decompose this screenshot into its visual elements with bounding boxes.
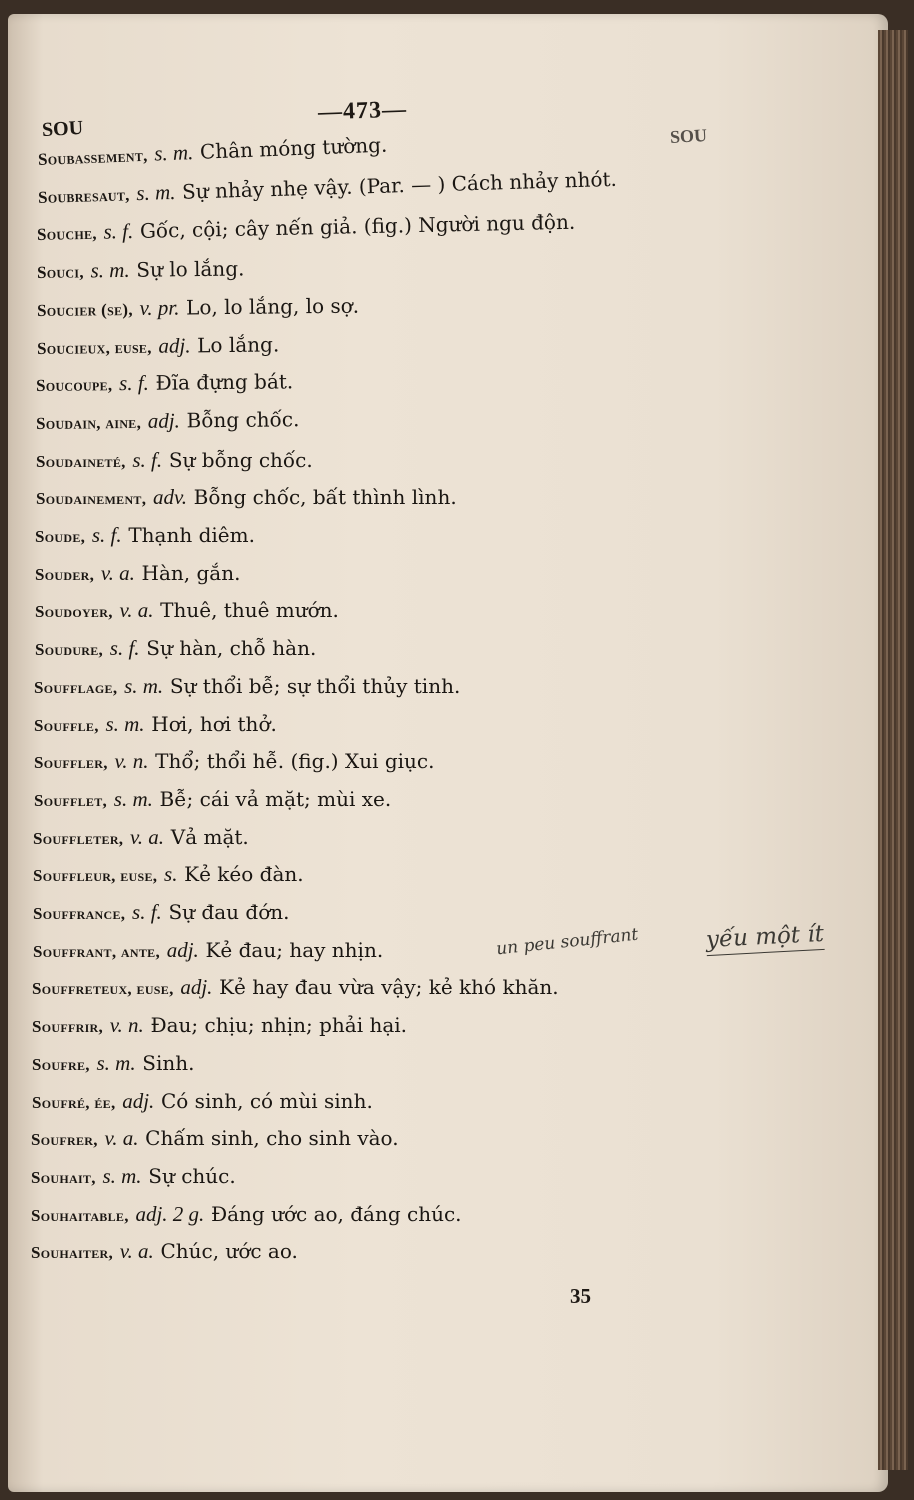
entry-definition: Chân móng tường. [199,132,388,164]
entry-definition: Sự thổi bễ; sự thổi thủy tinh. [169,674,461,698]
dictionary-entry [32,1013,407,1038]
entry-headword: Souhaiter, [31,1243,114,1262]
entry-grammar: s. f. [109,636,140,660]
entry-grammar: s. f. [103,218,134,244]
dictionary-entry [31,1164,236,1189]
entry-headword: Soudaineté, [36,452,126,471]
entry-grammar: s. m. [124,674,164,698]
entry-grammar: s. m. [153,140,194,166]
entry-definition: Bễ; cái vả mặt; mùi xe. [159,787,392,811]
entry-grammar: v. a. [100,561,135,585]
entry-headword: Souffrance, [33,904,126,923]
entry-grammar: adj. [122,1089,155,1113]
entry-definition: Bỗng chốc. [186,407,300,433]
entry-definition: Thuê, thuê mướn. [160,598,339,622]
dictionary-entry [33,862,304,887]
entry-definition: Hàn, gắn. [141,561,241,585]
dictionary-entry [36,407,300,435]
entry-definition: Lo, lo lắng, lo sợ. [185,293,360,320]
entry-grammar: adj. 2 g. [135,1202,205,1226]
entry-grammar: s. f. [118,370,149,396]
entry-definition: Sự bỗng chốc. [168,448,313,472]
dictionary-entry [36,369,293,397]
entry-definition: Sinh. [142,1051,195,1075]
entry-headword: Soufflet, [34,791,108,810]
entry-definition: Bỗng chốc, bất thình lình. [193,485,457,509]
entry-definition: Lo lắng. [197,332,280,358]
entry-headword: Souhaitable, [31,1206,129,1225]
entry-definition: Thạnh diêm. [128,523,255,547]
entry-headword: Souder, [35,565,95,584]
dictionary-entry [35,561,240,586]
dictionary-entry [37,294,359,322]
entry-definition: Vả mặt. [170,825,249,849]
entry-headword: Soufrer, [31,1130,98,1149]
entry-grammar: s. m. [113,787,153,811]
entry-definition: Kẻ đau; hay nhịn. [205,938,384,962]
entry-headword: Souffleter, [33,829,124,848]
entry-grammar: v. a. [130,825,165,849]
entry-grammar: v. n. [114,749,149,773]
entry-grammar: s. [164,862,178,886]
entry-headword: Souffler, [34,753,108,772]
entry-headword: Souche, [36,223,98,244]
dictionary-entry [36,485,457,510]
dictionary-entry [32,1051,195,1076]
entry-definition: Có sinh, có mùi sinh. [160,1089,373,1113]
signature-mark: 35 [570,1284,591,1308]
entry-grammar: adj. [166,938,199,962]
dictionary-entry [32,1089,373,1114]
entry-definition: Sự hàn, chỗ hàn. [146,636,317,660]
entry-grammar: s. f. [91,523,122,547]
dictionary-entry [37,256,245,284]
dictionary-entry [34,674,460,699]
guide-word-right: SOU [669,125,708,147]
dictionary-entry [36,448,313,473]
entry-headword: Soudure, [35,640,104,659]
entry-definition: Đau; chịu; nhịn; phải hại. [150,1013,408,1037]
entry-definition: Sự đau đớn. [168,900,290,924]
entry-grammar: v. a. [119,1239,154,1263]
entry-headword: Souhait, [31,1168,96,1187]
entry-definition: Chấm sinh, cho sinh vào. [145,1126,399,1150]
dictionary-entry [35,636,316,661]
entry-headword: Soufflage, [34,678,118,697]
dictionary-entry [38,167,618,209]
entry-definition: Thổ; thổi hễ. (fig.) Xui giục. [155,749,435,773]
entry-definition: Gốc, cội; cây nến giả. (fig.) Người ngu độn. [139,209,576,243]
dictionary-entry [31,1239,298,1264]
page-number: —473— [317,96,408,126]
entry-grammar: s. f. [132,448,163,472]
entry-headword: Souci, [36,262,84,282]
dictionary-entry [33,938,383,963]
entry-headword: Soucieux, euse, [36,337,152,358]
entry-headword: Soude, [35,527,86,546]
dictionary-entry [35,598,339,623]
entry-grammar: v. n. [109,1013,144,1037]
entry-headword: Soucoupe, [35,375,113,395]
entry-headword: Soufré, ée, [32,1093,116,1112]
entry-headword: Souffrir, [32,1017,104,1036]
entry-headword: Soudainement, [36,489,147,508]
entry-headword: Soudain, aine, [35,412,142,433]
entry-grammar: adv. [152,485,187,509]
dictionary-entry [35,523,255,548]
entry-grammar: adj. [147,408,180,433]
entry-grammar: adj. [158,333,191,358]
dictionary-entry [34,712,277,737]
entry-grammar: s. m. [135,179,176,206]
entry-headword: Souffreteux, euse, [32,979,174,998]
dictionary-entry [38,133,388,171]
entry-headword: Soubresaut, [37,185,130,207]
dictionary-entry [34,787,391,812]
entry-definition: Kẻ hay đau vừa vậy; kẻ khó khăn. [219,975,559,999]
entry-grammar: s. f. [132,900,162,924]
dictionary-entry [34,749,434,774]
handwritten-note-vietnamese: yếu một ít [705,921,824,956]
entry-headword: Souffrant, ante, [33,942,161,961]
entry-grammar: s. m. [96,1051,136,1075]
entry-grammar: adj. [180,975,213,999]
entry-grammar: s. m. [90,257,130,283]
dictionary-entry [31,1202,462,1227]
dictionary-entry [37,332,279,360]
entry-grammar: v. a. [104,1126,139,1150]
dictionary-entry [32,975,559,1000]
dictionary-entry [33,825,249,850]
dictionary-entry [31,1126,399,1151]
entry-definition: Sự lo lắng. [136,256,245,282]
entry-definition: Sự nhảy nhẹ vậy. (Par. — ) Cách nhảy nhót. [181,166,618,204]
entry-headword: Soucier (se), [36,299,133,320]
entry-headword: Soufre, [32,1055,90,1074]
entry-definition: Sự chúc. [148,1164,236,1188]
entry-definition: Đĩa đựng bát. [155,369,294,395]
handwritten-note-french: un peu souffrant [495,924,640,960]
entry-headword: Souffleur, euse, [33,866,158,885]
entry-grammar: v. pr. [139,295,180,320]
entry-definition: Chúc, ước ao. [160,1239,298,1263]
entry-grammar: s. m. [102,1164,142,1188]
entry-headword: Soudoyer, [35,602,113,621]
entry-definition: Đáng ước ao, đáng chúc. [210,1202,462,1226]
entry-definition: Hơi, hơi thở. [151,712,277,736]
entry-definition: Kẻ kéo đàn. [184,862,304,886]
entry-headword: Souffle, [34,716,99,735]
dictionary-entry [33,900,289,925]
guide-word-left: SOU [41,116,84,142]
dictionary-entry [37,210,576,246]
entry-grammar: v. a. [119,598,154,622]
entry-headword: Soubassement, [37,145,148,169]
entry-grammar: s. m. [105,712,145,736]
